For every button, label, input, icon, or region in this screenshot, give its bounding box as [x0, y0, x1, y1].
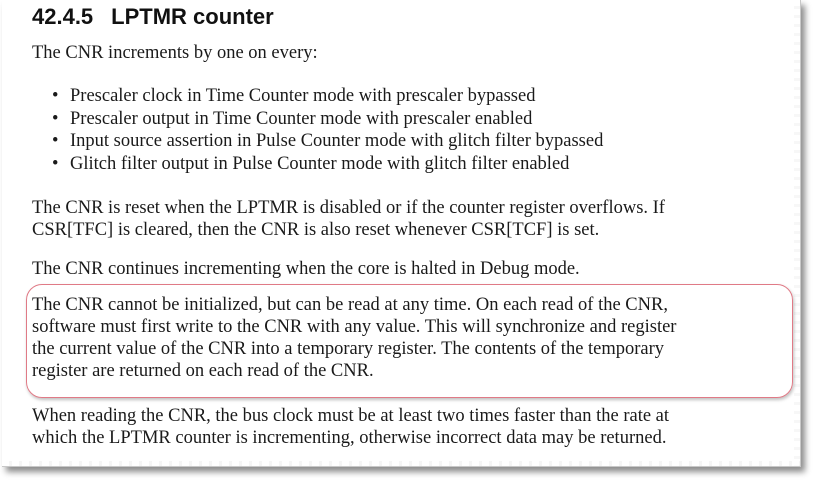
read-paragraph — [32, 294, 792, 382]
text-line: register are returned on each read of the CNR. — [32, 361, 374, 381]
text-line: CSR[TFC] is cleared, then the CNR is also reset whenever CSR[TCF] is set. — [32, 220, 600, 240]
bullet-list — [52, 85, 603, 176]
text-line: The CNR cannot be initialized, but can be read at any time. On each read of the CNR, — [32, 295, 668, 315]
section-heading — [32, 4, 274, 30]
reset-paragraph — [32, 197, 792, 241]
list-item-text: Input source assertion in Pulse Counter mode with glitch filter bypassed — [70, 131, 604, 152]
list-item — [52, 130, 603, 153]
text-line: The CNR is reset when the LPTMR is disabled or if the counter register overflows. If — [32, 198, 665, 218]
torn-edge-right — [794, 0, 800, 466]
list-item — [52, 108, 603, 131]
text-line: the current value of the CNR into a temporary register. The contents of the temporary — [32, 339, 665, 359]
clock-paragraph — [32, 405, 792, 449]
text-line: When reading the CNR, the bus clock must be at least two times faster than the rate at — [32, 406, 670, 426]
section-title: LPTMR counter — [111, 4, 274, 29]
list-item-text: Glitch filter output in Pulse Counter mode with glitch filter enabled — [70, 154, 570, 175]
bullet-icon: • — [52, 86, 59, 106]
intro-paragraph: The CNR increments by one on every: — [32, 43, 318, 63]
debug-paragraph: The CNR continues incrementing when the core is halted in Debug mode. — [32, 259, 580, 279]
list-item — [52, 153, 603, 176]
list-item-text: Prescaler output in Time Counter mode with prescaler enabled — [70, 108, 533, 129]
bullet-icon: • — [52, 131, 59, 152]
list-item-text: Prescaler clock in Time Counter mode with prescaler bypassed — [70, 86, 536, 106]
bullet-icon: • — [52, 108, 59, 129]
torn-edge-bottom — [2, 461, 800, 466]
text-line: which the LPTMR counter is incrementing, otherwise incorrect data may be returned. — [32, 428, 667, 448]
list-item — [52, 85, 603, 108]
section-number: 42.4.5 — [32, 4, 94, 29]
text-line: software must first write to the CNR with any value. This will synchronize and register — [32, 317, 677, 337]
document-sheet — [2, 0, 801, 467]
bullet-icon: • — [52, 154, 59, 175]
